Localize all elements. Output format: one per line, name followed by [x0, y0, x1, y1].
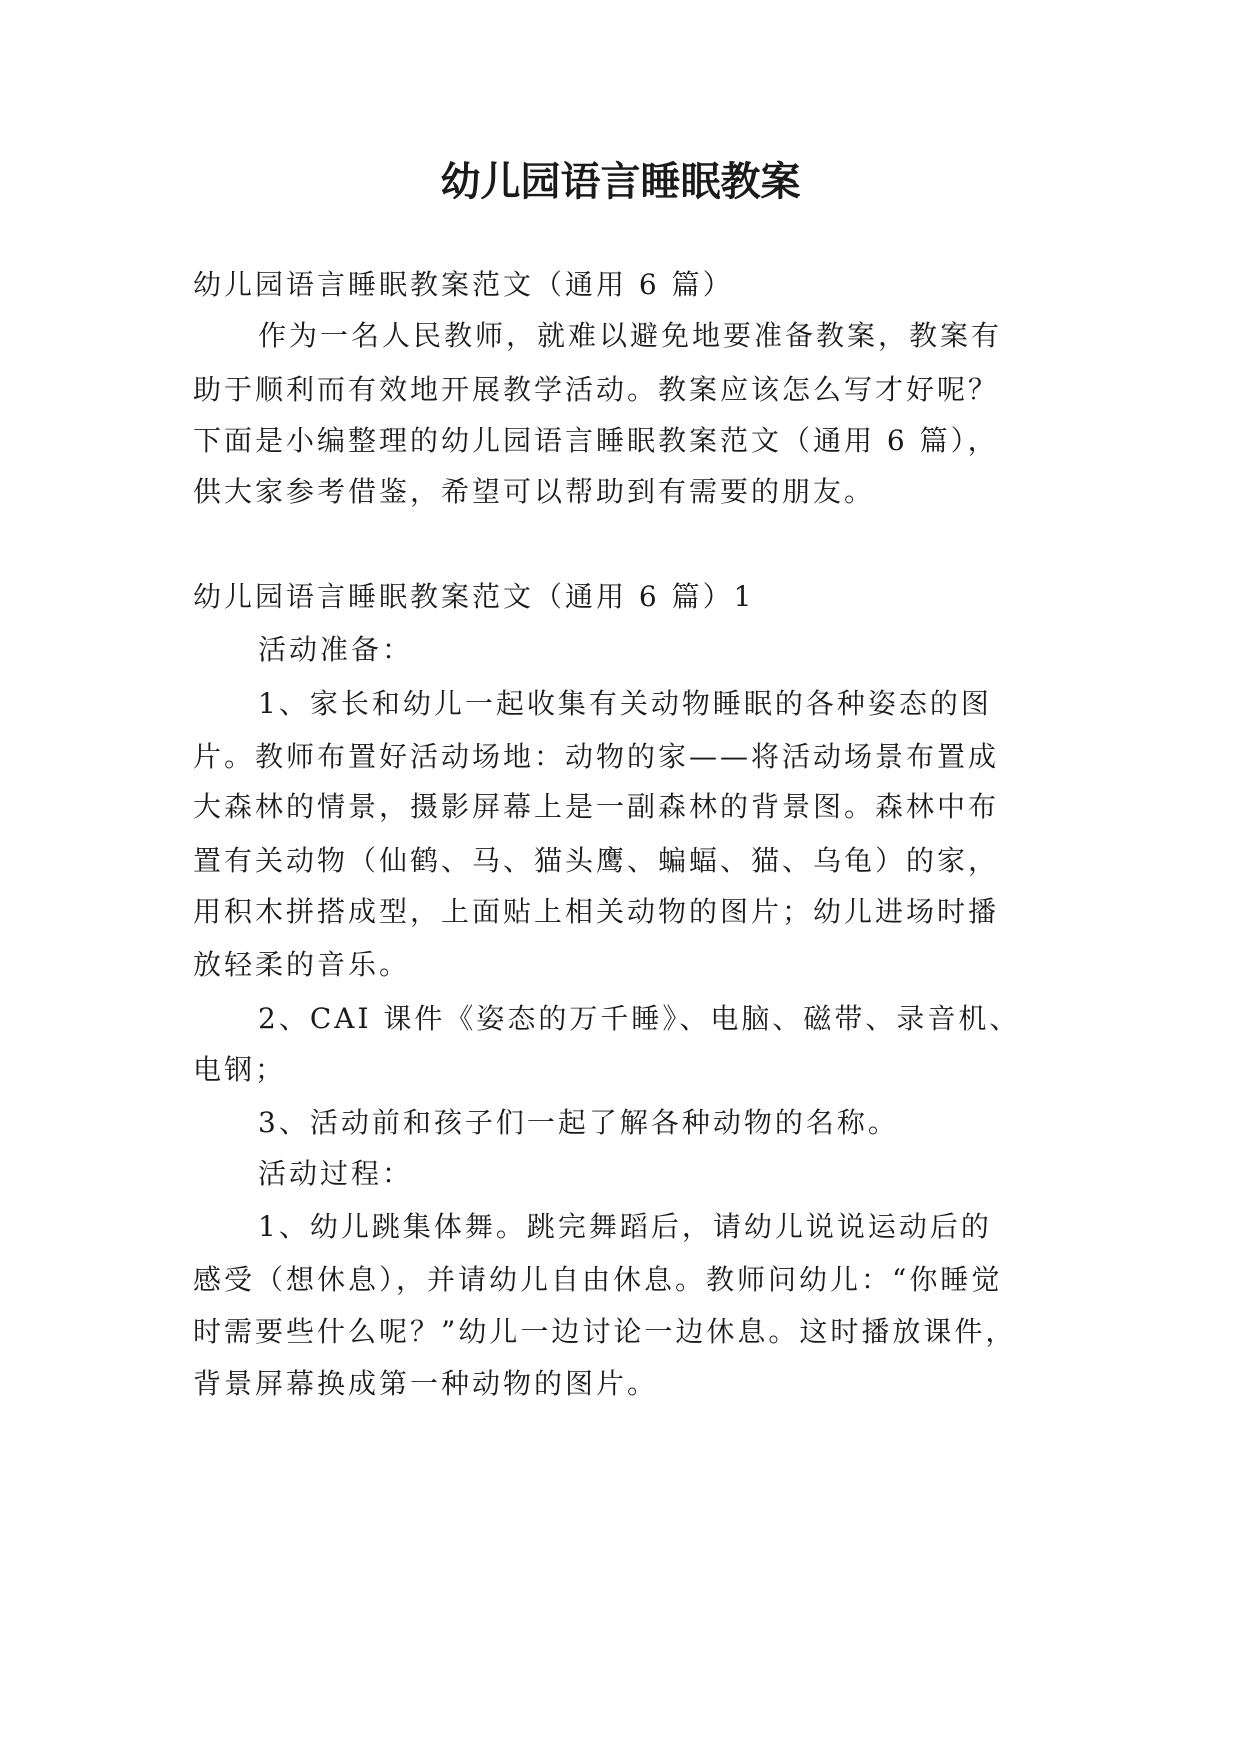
body-line: 时需要些什么呢？”幼儿一边讨论一边休息。这时播放课件， [193, 1315, 1017, 1348]
body-line: 放轻柔的音乐。 [193, 948, 411, 981]
subtitle-line: 幼儿园语言睡眠教案范文（通用 6 篇） [193, 268, 734, 301]
section-heading: 幼儿园语言睡眠教案范文（通用 6 篇）1 [193, 580, 755, 613]
body-line: 片。教师布置好活动场地：动物的家——将活动场景布置成 [193, 740, 1000, 773]
document-title: 幼儿园语言睡眠教案 [440, 159, 801, 205]
body-line: 置有关动物（仙鹤、马、猫头鹰、蝙蝠、猫、乌龟）的家， [193, 844, 1000, 877]
intro-line: 供大家参考借鉴，希望可以帮助到有需要的朋友。 [193, 475, 876, 508]
body-line: 1、家长和幼儿一起收集有关动物睡眠的各种姿态的图 [258, 687, 992, 720]
body-line: 电钢； [193, 1053, 287, 1086]
body-line: 1、幼儿跳集体舞。跳完舞蹈后，请幼儿说说运动后的 [258, 1210, 992, 1243]
body-line: 背景屏幕换成第一种动物的图片。 [193, 1367, 659, 1400]
body-line: 感受（想休息），并请幼儿自由休息。教师问幼儿：“你睡觉 [193, 1263, 1003, 1296]
body-line: 3、活动前和孩子们一起了解各种动物的名称。 [258, 1106, 899, 1139]
intro-line: 助于顺利而有效地开展教学活动。教案应该怎么写才好呢？ [193, 373, 1000, 406]
body-line: 大森林的情景，摄影屏幕上是一副森林的背景图。森林中布 [193, 790, 1000, 823]
body-line: 2、CAI 课件《姿态的万千睡》、电脑、磁带、录音机、 [258, 1002, 1021, 1035]
activity-process-heading: 活动过程： [258, 1157, 414, 1190]
intro-line: 下面是小编整理的幼儿园语言睡眠教案范文（通用 6 篇）， [193, 424, 999, 457]
activity-prep-heading: 活动准备： [258, 633, 414, 666]
body-line: 用积木拼搭成型，上面贴上相关动物的图片；幼儿进场时播 [193, 895, 1000, 928]
intro-line: 作为一名人民教师，就难以避免地要准备教案，教案有 [258, 319, 1003, 352]
